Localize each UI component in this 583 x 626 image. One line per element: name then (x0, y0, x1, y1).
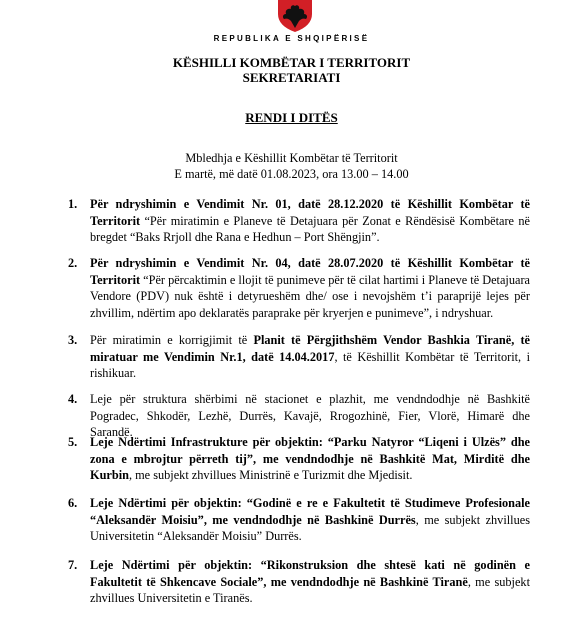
albania-emblem-icon (274, 0, 316, 32)
item-number: 6. (68, 496, 78, 510)
item-text-regular: “Për përcaktimin e llojit të punimeve për të cilat hartimi i Planeve të Detajuara Vendore (PDV) nuk është i detyrueshëm dhe/ ose i nevojshëm t’i paraprijë lejes për zhvillim, ndërtim apo deklaratës paraprake për kryerjen e punimeve”, i ndryshuar. (90, 272, 531, 320)
meeting-info (0, 150, 583, 182)
item-text-bold: Për ndryshimin e Vendimit Nr. 04, datë 28.07.2020 të Këshillit Kombëtar të Territorit (90, 256, 530, 287)
item-text-regular: Për miratimin e korrigjimit të (90, 333, 254, 347)
meeting-line-1: Mbledhja e Këshillit Kombëtar të Territorit (185, 151, 398, 165)
item-text (90, 557, 530, 607)
item-text (90, 196, 530, 246)
meeting-line-2: E martë, më datë 01.08.2023, ora 13.00 – 14.00 (174, 167, 409, 181)
item-text-bold: Për ndryshimin e Vendimit Nr. 01, datë 28.12.2020 të Këshillit Kombëtar të Territorit (90, 197, 530, 228)
item-number: 3. (68, 333, 78, 347)
item-text-regular: , me subjekt zhvillues Universitetin e Tiranës. (90, 574, 530, 606)
item-text-bold: Leje Ndërtimi për objektin: “Rikonstruksion dhe shtesë kati në godinën e Fakultetit të Shkencave Sociale”, me vendndodhje në Bashkinë Tiranë (90, 558, 530, 589)
item-text-regular: , me subjekt zhvillues Universitetin “Aleksandër Moisiu” Durrës. (90, 512, 530, 544)
item-number: 7. (68, 558, 78, 572)
item-number: 1. (68, 197, 78, 211)
item-text (90, 332, 530, 382)
item-text-regular: , me subjekt zhvillues Ministrinë e Turizmit dhe Mjedisit. (128, 468, 413, 483)
department-title: SEKRETARIATI (242, 70, 341, 85)
item-text (90, 434, 530, 484)
agenda-title: RENDI I DITËS (245, 110, 338, 125)
item-text-bold: Planit të Përgjithshëm Vendor Bashkia Tiranë, të miratuar me Vendimin Nr.1, datë 14.04.2017 (90, 333, 531, 364)
item-text-regular: , të Këshillit Kombëtar të Territorit, i rishikuar. (90, 349, 530, 381)
item-number: 2. (68, 256, 78, 270)
item-number: 4. (68, 392, 78, 406)
item-text-bold: Leje Ndërtimi për objektin: “Godinë e re e Fakultetit të Studimeve Profesionale “Aleksandër Moisiu”, me vendndodhje në Bashkinë Durrës (90, 496, 530, 527)
item-text-bold: Leje Ndërtimi Infrastrukture për objektin: “Parku Natyror “Liqeni i Ulzës” dhe zona e mbrojtur përreth tij”, me vendndodhje në Bashkitë Mat, Mirditë dhe Kurbin (90, 435, 530, 483)
item-number: 5. (68, 435, 78, 449)
item-text-regular: Leje për struktura shërbimi në stacionet e plazhit, me vendndodhje në Bashkitë Pogradec, Shkodër, Lezhë, Durrës, Kavajë, Rrogozhinë, Fier, Vlorë, Himarë dhe Sarandë. (90, 392, 530, 440)
item-text (90, 495, 530, 545)
item-text-regular: “Për miratimin e Planeve të Detajuara për Zonat e Rëndësisë Kombëtare në bregdet “Baks Rrjoll dhe Rana e Hedhun – Port Shëngjin”. (90, 213, 530, 245)
republic-label: REPUBLIKA E SHQIPËRISË (213, 34, 370, 43)
institution-title: KËSHILLI KOMBËTAR I TERRITORIT (172, 55, 411, 70)
item-text (90, 255, 530, 321)
